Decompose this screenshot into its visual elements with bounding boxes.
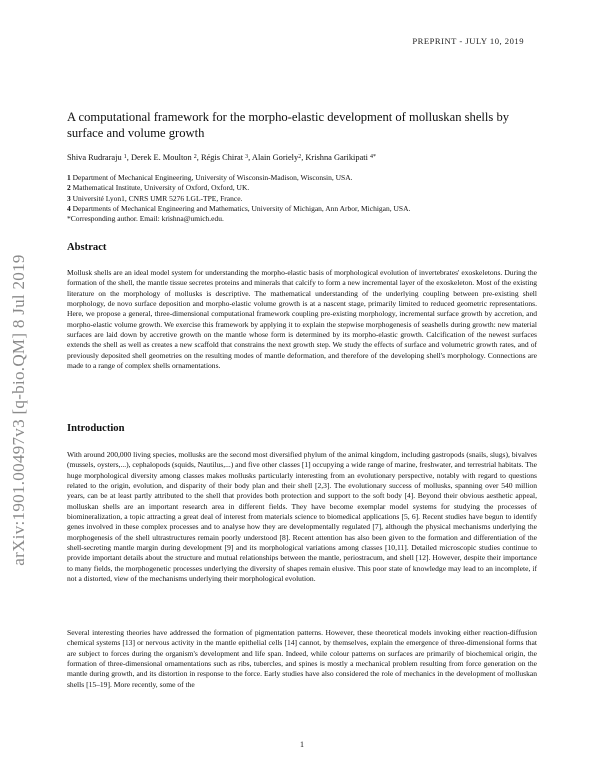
author-affiliation-mark: 1: [123, 154, 127, 160]
affiliation-number: 2: [67, 183, 71, 193]
author-list: Shiva Rudraraju $^1$, Derek E. Moulton $^2$, Régis Chirat $^3$, Alain Goriely$^2$, Krishna Garikipati $^{4*}$: [67, 153, 377, 162]
introduction-heading: Introduction: [67, 423, 125, 434]
author-affiliation-mark: 2: [193, 154, 197, 160]
abstract-text: Mollusk shells are an ideal model system for understanding the morpho-elastic basis of morphological evolution of invertebrates' exoskeletons. During the formation of the shell, the mantle tissue secretes proteins and minerals that calcify to form a new incremental layer of the exoskeleton. Most of the existing literature on the morphology of mollusks is descriptive. The mathematical understanding of the underlying coupling between pre-existing shell morphology, de novo surface deposition and morpho-elastic volume growth is at a nascent stage, primarily limited to reduced geometric representations. Here, we propose a general, three-dimensional computational framework coupling pre-existing morphology, incremental surface growth by accretion, and morpho-elastic volume growth. We exercise this framework by applying it to explain the stepwise morphogenesis of seashells during growth: new material surfaces are laid down by accretive growth on the mantle whose form is determined by its morpho-elastic growth. Calcification of the newest surfaces extends the shell as well as creates a new scaffold that constrains the next growth step. We study the effects of surface and volumetric growth rates, and of previously deposited shell geometries on the resulting modes of mantle deformation, and therefore of the developing shell's morphology. Connections are made to a range of complex shells ornamentations.: [67, 268, 537, 371]
paper-title: A computational framework for the morpho-elastic development of molluskan shells by surface and volume growth: [67, 110, 510, 140]
arxiv-id: arXiv:1901.00497v3 [q-bio.QM] 8 Jul 2019: [9, 254, 28, 566]
preprint-header: PREPRINT - JULY 10, 2019: [412, 36, 524, 46]
affiliation-line: [67, 194, 537, 204]
introduction-paragraph-2: Several interesting theories have addressed the formation of pigmentation patterns. However, these theoretical models invoking either reaction-diffusion chemical systems [13] or nervous activity in the mantle epithelial cells [14] cannot, by themselves, explain the emergence of three-dimensional forms that are subject to forces during the organism's development and life span. Indeed, while colour patterns on surfaces are primarily of biochemical origin, the formation of three-dimensional ornamentations such as ribs, tubercles, and spines is mostly a mechanical problem resulting from force generation on the mantle during growth, and its distortion in response to the force. Early studies have also considered the role of mechanics in the development of molluskan shells [15–19]. More recently, some of the: [67, 628, 537, 689]
author-affiliation-mark: 4*: [370, 154, 377, 160]
affiliation-text: Mathematical Institute, University of Oxford, Oxford, UK.: [72, 183, 250, 193]
author-name: Alain Goriely: [251, 153, 299, 162]
page-number: 1: [300, 740, 304, 749]
affiliation-text: Departments of Mechanical Engineering and Mathematics, University of Michigan, Ann Arbor, Michigan, USA.: [72, 203, 411, 213]
author-name: Derek E. Moulton: [130, 153, 192, 162]
affiliation-line: [67, 183, 537, 193]
affiliation-text: Université Lyon1, CNRS UMR 5276 LGL-TPE, France.: [72, 193, 243, 203]
affiliation-number: 1: [67, 173, 71, 182]
author-name: Krishna Garikipati: [305, 153, 368, 162]
affiliation-line: [67, 204, 537, 214]
introduction-paragraph-1: With around 200,000 living species, mollusks are the second most diversified phylum of the animal kingdom, including gastropods (snails, slugs), bivalves (mussels, oysters,...), cephalopods (squids, Nautilus,...) and five other classes [1] occupying a wide range of marine, freshwater, and terrestrial habitats. The huge morphological diversity among classes makes mollusks particularly interesting from an evolutionary perspective, notably with regard to questions related to the origin, evolution, and disparity of their body plan and their shell [2,3]. The evolutionary success of mollusks, spanning over 540 million years, can be at least partly attributed to the shell that provides both protection and support to the soft body [4]. Beyond their obvious aesthetic appeal, molluskan shells are an important research area in different fields. They have become exemplar model systems for studying the processes of biomineralization, a topic attracting a great deal of interest from materials science to biomedical applications [5, 6]. Recent studies have begun to identify genes involved in these complex processes and to analyse how they are developmentally regulated [7], although the physical mechanisms underlying the morphogenesis of the shell ultrastructures remain poorly understood [8]. Recent attention has also been given to the formation and differentiation of the shell-secreting mantle margin during development [9] and its morphological variations among classes [10,11]. Detailed microscopic studies continue to provide important details about the structure and mutual relationships between the mantle, periostracum, and shell [12]. However, despite their importance to many fields, the morphogenetic processes underlying the diversity of shapes remain elusive. This poor state of knowledge may lead to an incomplete, if not a distorted, view of the mechanisms underlying their morphological evolution.: [67, 450, 537, 584]
author-affiliation-mark: 2: [298, 154, 302, 160]
abstract-heading: Abstract: [67, 242, 107, 253]
affiliation-text: Department of Mechanical Engineering, University of Wisconsin-Madison, Wisconsin, USA.: [72, 173, 353, 182]
author-name: Régis Chirat: [200, 153, 244, 162]
author-affiliation-mark: 3: [245, 154, 249, 160]
affiliations: [67, 173, 537, 224]
affiliation-number: 4: [67, 203, 71, 213]
author-name: Shiva Rudraraju: [67, 153, 122, 162]
arxiv-sidebar-stamp: [8, 200, 30, 620]
affiliation-line: [67, 173, 537, 183]
corresponding-author: *Corresponding author. Email: krishna@umich.edu.: [67, 214, 224, 224]
affiliation-number: 3: [67, 193, 71, 203]
